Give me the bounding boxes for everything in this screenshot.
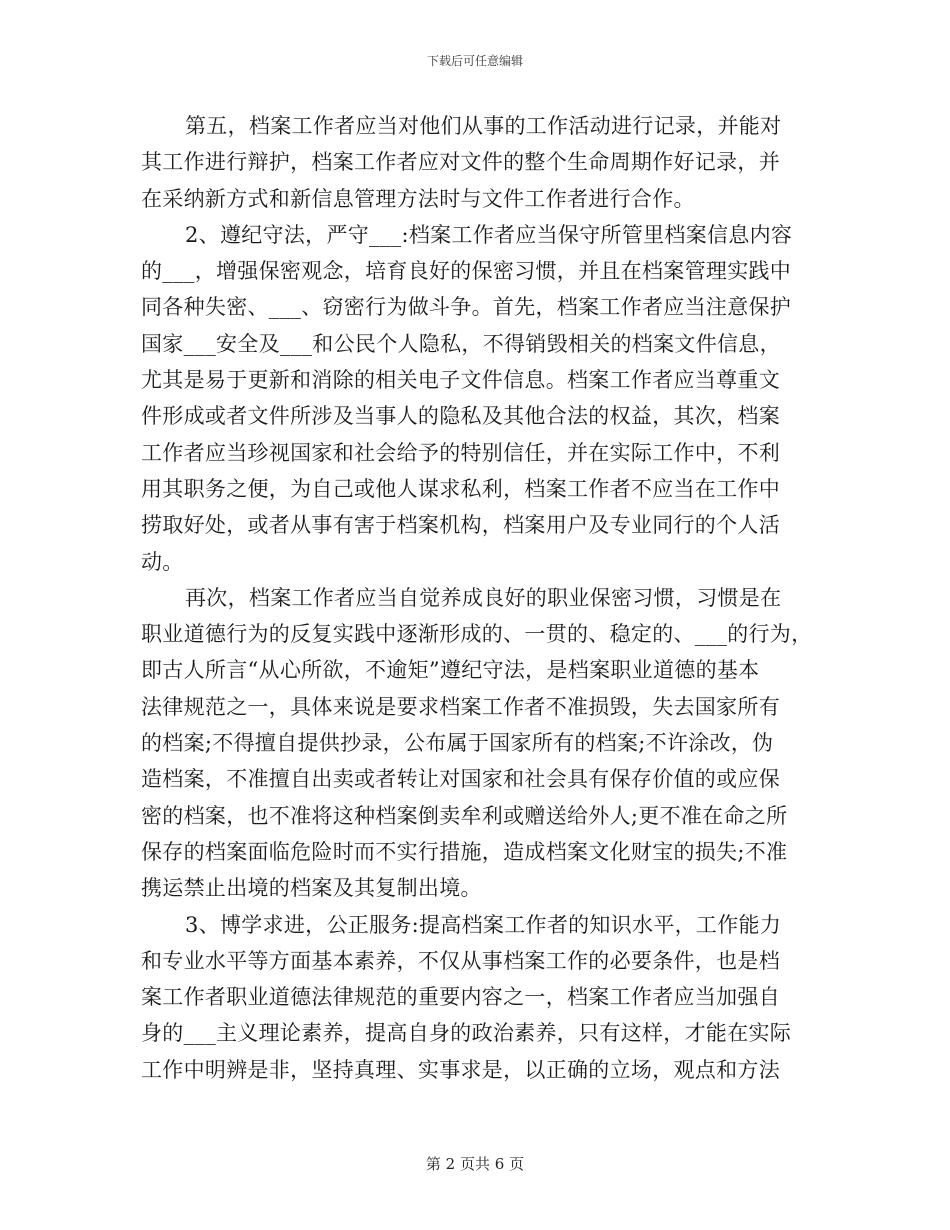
text-line: 职业道德行为的反复实践中逐渐形成的、一贯的、稳定的、___的行为， (141, 622, 813, 647)
paragraph-1 (141, 108, 831, 217)
text-line: 再次，档案工作者应当自觉养成良好的职业保密习惯，习惯是在 (185, 585, 782, 610)
text-line: 的档案;不得擅自提供抄录，公布属于国家所有的档案;不许涂改，伪 (141, 731, 774, 756)
text-line: 工作中明辨是非，坚持真理、实事求是，以正确的立场，观点和方法 (141, 1057, 780, 1082)
paragraph-2 (141, 217, 831, 580)
page-footer: 第 2 页共 6 页 (425, 1155, 525, 1173)
text-line: 即古人所言“从心所欲，不逾矩”遵纪守法，是档案职业道德的基本 (141, 658, 760, 683)
text-line: 的___，增强保密观念，培育良好的保密习惯，并且在档案管理实践中 (141, 259, 792, 284)
paragraph-3 (141, 580, 831, 907)
document-body (141, 108, 831, 1088)
text-line: 携运禁止出境的档案及其复制出境。 (141, 876, 482, 901)
text-line: 法律规范之一，具体来说是要求档案工作者不准损毁，失去国家所有 (141, 694, 780, 719)
text-line: 件形成或者文件所涉及当事人的隐私及其他合法的权益，其次，档案 (141, 404, 780, 429)
page-header: 下载后可任意编辑 (426, 54, 523, 68)
text-line: 国家___安全及___和公民个人隐私，不得销毁相关的档案文件信息， (141, 331, 781, 356)
text-line: 身的___主义理论素养，提高自身的政治素养，只有这样，才能在实际 (141, 1021, 792, 1046)
text-line: 第五，档案工作者应当对他们从事的工作活动进行记录，并能对 (185, 114, 782, 138)
text-line: 捞取好处，或者从事有害于档案机构，档案用户及专业同行的个人活 (141, 513, 780, 538)
text-line: 2、遵纪守法，严守___:档案工作者应当保守所管里档案信息内容 (185, 222, 793, 247)
text-line: 保存的档案面临危险时而不实行措施，造成档案文化财宝的损失;不准 (141, 839, 788, 864)
text-line: 尤其是易于更新和消除的相关电子文件信息。档案工作者应当尊重文 (141, 368, 780, 393)
text-line: 在采纳新方式和新信息管理方法时与文件工作者进行合作。 (141, 186, 695, 211)
text-line: 用其职务之便，为自己或他人谋求私利，档案工作者不应当在工作中 (141, 476, 780, 501)
text-line: 其工作进行辩护，档案工作者应对文件的整个生命周期作好记录，并 (141, 150, 780, 175)
text-line: 工作者应当珍视国家和社会给予的特别信任，并在实际工作中，不利 (141, 440, 780, 465)
text-line: 3、博学求进，公正服务:提高档案工作者的知识水平，工作能力 (185, 912, 782, 937)
text-line: 动。 (141, 549, 184, 574)
text-line: 密的档案，也不准将这种档案倒卖牟利或赠送给外人;更不准在命之所 (141, 803, 788, 828)
text-line: 案工作者职业道德法律规范的重要内容之一，档案工作者应当加强自 (141, 985, 780, 1010)
paragraph-4 (141, 907, 831, 1088)
text-line: 和专业水平等方面基本素养，不仅从事档案工作的必要条件，也是档 (141, 948, 780, 973)
text-line: 造档案，不准擅自出卖或者转让对国家和社会具有保存价值的或应保 (141, 767, 780, 792)
text-line: 同各种失密、___、窃密行为做斗争。首先，档案工作者应当注意保护 (141, 295, 792, 320)
